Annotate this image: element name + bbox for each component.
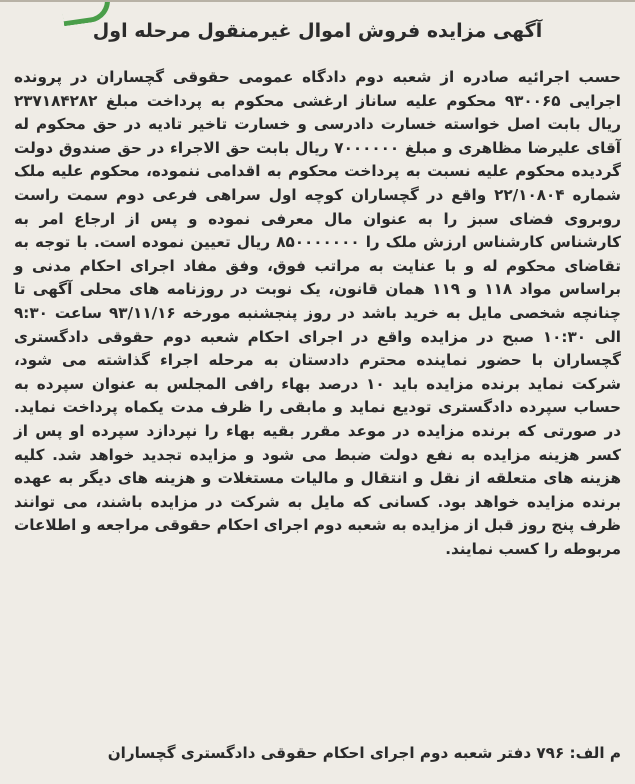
notice-title: آگهی مزایده فروش اموال غیرمنقول مرحله اول xyxy=(92,20,543,42)
notice-body: حسب اجرائیه صادره از شعبه دوم دادگاه عمومی حقوقی گچساران در پرونده اجرایی ۹۳۰۰۶۵ محکوم علیه ساناز ارغشی محکوم به پرداخت مبلغ ۲۳۷۱۸۴۲۸۲ ریال بابت اصل خواسته خسارت دادرسی و خسارت تاخیر تادیه در حق محکوم له آقای علیرضا مظاهری و مبلغ ۷۰۰۰۰۰۰ ریال بابت حق الاجراء در حق صندوق دولت گردیده محکوم علیه نسبت به پرداخت محکوم به اقدامی ننموده، محکوم علیه ملک شماره ۲۲/۱۰۸۰۴ واقع در گچساران کوچه اول سراهی فرعی دوم سمت راست روبروی فضای سبز را به عنوان مال معرفی نموده و پس از ارجاع امر به کارشناس کارشناس ارزش ملک را ۸۵۰۰۰۰۰۰۰ ریال تعیین نموده است. با توجه به تقاضای محکوم له و با عنایت به مراتب فوق، وفق مفاد اجرای احکام مدنی و براساس مواد ۱۱۸ و ۱۱۹ همان قانون، یک نوبت در روزنامه های محلی آگهی تا چنانچه شخصی مایل به خرید باشد در روز پنجشنبه مورخه ۹۳/۱۱/۱۶ ساعت ۹:۳۰ الی ۱۰:۳۰ صبح در مزایده واقع در اجرای احکام شعبه دوم حقوقی دادگستری گچساران با حضور نماینده محترم دادستان به مرحله اجراء گذاشته می شود، شرکت نماید برنده مزایده باید ۱۰ درصد بهاء رافی المجلس به عنوان سپرده به حساب سپرده دادگستری تودیع نماید و مابقی را ظرف مدت یکماه پرداخت نماید. در صورتی که برنده مزایده در موعد مقرر بقیه بهاء را نپردازد سپرده او پس از کسر هزینه مزایده به نفع دولت ضبط می شود و مزایده تجدید خواهد شد. کلیه هزینه های متعلقه از نقل و انتقال و مالیات مستغلات و هزینه های دیگر به عهده برنده مزایده خواهد بود. کسانی که مایل به شرکت در مزایده باشند، می توانند ظرف پنج روز قبل از مزایده به شعبه دوم اجرای احکام حقوقی مراجعه و اطلاعات مربوطه را کسب نمایند. xyxy=(14,68,622,558)
notice-footer: م الف: ۷۹۶ دفتر شعبه دوم اجرای احکام حقوقی دادگستری گچساران xyxy=(107,744,621,762)
